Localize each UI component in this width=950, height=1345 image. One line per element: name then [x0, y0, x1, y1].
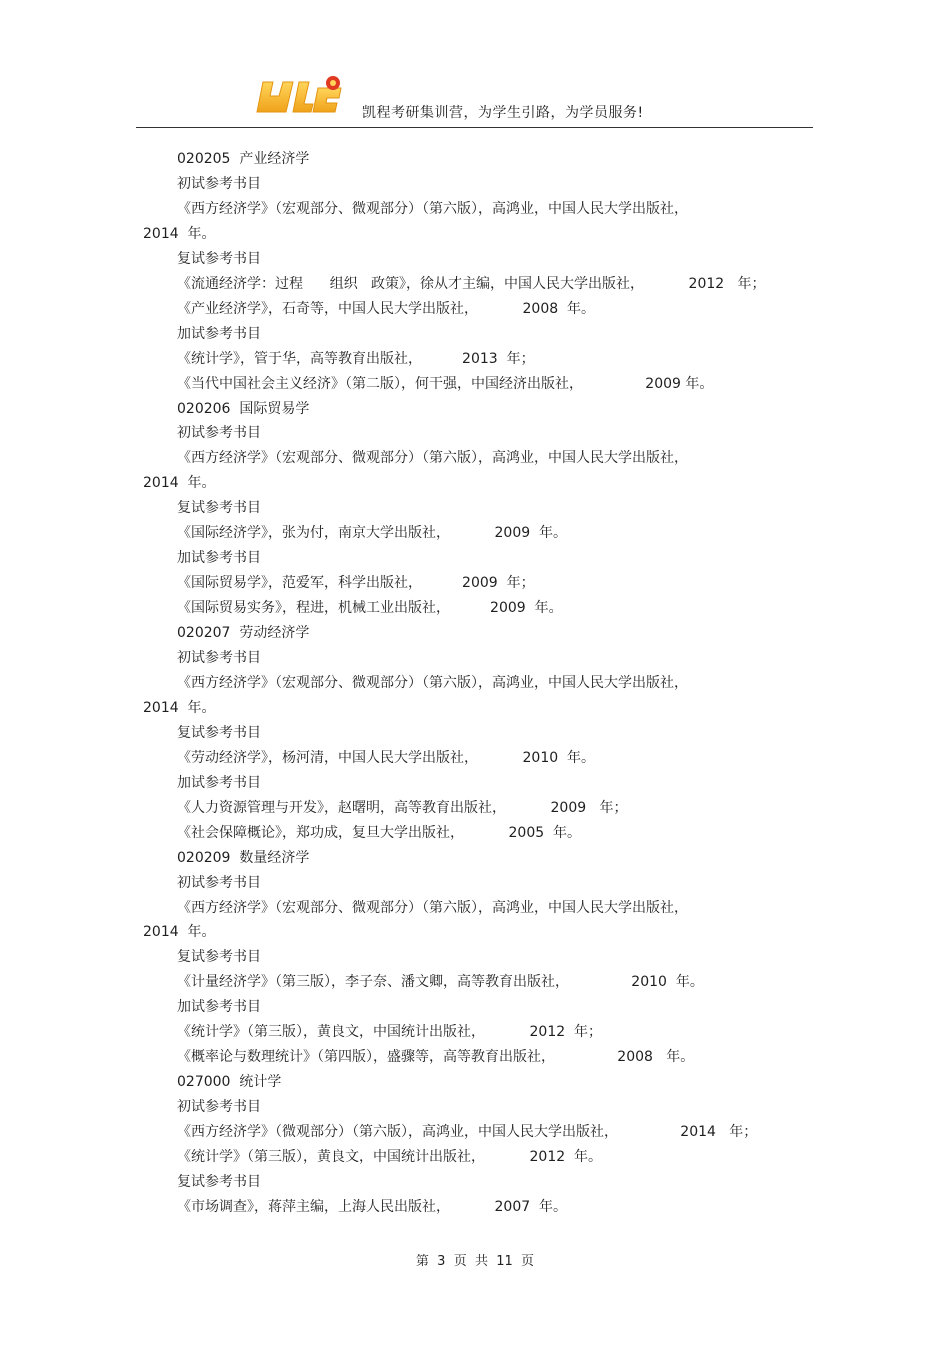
- text-line: 《人力资源管理与开发》，赵曙明，高等教育出版社， 2009 年；: [177, 799, 628, 816]
- text-line: 初试参考书目: [177, 650, 261, 666]
- text-line: 复试参考书目: [177, 1173, 261, 1190]
- text-line: 复试参考书目: [177, 500, 261, 517]
- text-line: 《统计学》（第三版），黄良文，中国统计出版社， 2012 年；: [177, 1024, 603, 1041]
- text-line: 020209 数量经济学: [177, 849, 310, 866]
- text-line: 复试参考书目: [177, 949, 261, 966]
- text-line: 初试参考书目: [177, 175, 261, 192]
- text-line: 加试参考书目: [177, 550, 261, 567]
- text-line: 2014 年。: [143, 924, 216, 941]
- page-number: 第 3 页 共 11 页: [415, 1254, 535, 1269]
- text-line: 《西方经济学》（宏观部分、微观部分）（第六版），高鸿业，中国人民大学出版社，: [177, 450, 688, 467]
- text-line: 加试参考书目: [177, 999, 261, 1016]
- text-line: 复试参考书目: [177, 250, 261, 267]
- text-line: 2014 年。: [143, 225, 216, 242]
- text-line: 初试参考书目: [177, 874, 261, 891]
- text-line: 027000 统计学: [177, 1074, 282, 1091]
- text-line: 《流通经济学：过程 组织 政策》，徐从才主编，中国人民大学出版社， 2012 年；: [177, 275, 766, 292]
- text-line: 《计量经济学》（第三版），李子奈、潘文卿，高等教育出版社， 2010 年。: [177, 974, 704, 991]
- page-header: [136, 64, 813, 128]
- text-line: 《劳动经济学》，杨河清，中国人民大学出版社， 2010 年。: [177, 749, 596, 766]
- text-line: 《社会保障概论》，郑功成，复旦大学出版社， 2005 年。: [177, 824, 582, 841]
- header-divider: [136, 127, 813, 128]
- text-line: 《西方经济学》（微观部分）（第六版），高鸿业，中国人民大学出版社， 2014 年；: [177, 1124, 758, 1141]
- text-line: 《统计学》，管于华，高等教育出版社， 2013 年；: [177, 350, 535, 367]
- text-line: 加试参考书目: [177, 325, 261, 342]
- text-line: 020205 产业经济学: [177, 151, 310, 167]
- text-line: 《国际贸易实务》，程进，机械工业出版社， 2009 年。: [177, 600, 563, 617]
- header-slogan: 凯程考研集训营，为学生引路，为学员服务!: [362, 105, 644, 121]
- text-line: 《产业经济学》，石奇等，中国人民大学出版社， 2008 年。: [177, 300, 596, 317]
- kaicheng-logo: [253, 72, 345, 120]
- text-line: 2014 年。: [143, 475, 216, 492]
- text-line: 020207 劳动经济学: [177, 625, 310, 642]
- text-line: 《西方经济学》（宏观部分、微观部分）（第六版），高鸿业，中国人民大学出版社，: [177, 674, 688, 691]
- text-line: 《概率论与数理统计》（第四版），盛骤等，高等教育出版社， 2008 年。: [177, 1049, 695, 1066]
- text-line: 复试参考书目: [177, 724, 261, 741]
- text-line: 《当代中国社会主义经济》（第二版），何干强，中国经济出版社， 2009 年。: [177, 375, 714, 392]
- text-line: 加试参考书目: [177, 774, 261, 791]
- text-line: 《西方经济学》（宏观部分、微观部分）（第六版），高鸿业，中国人民大学出版社，: [177, 899, 688, 916]
- text-line: 2014 年。: [143, 699, 216, 716]
- text-line: 《国际经济学》，张为付，南京大学出版社， 2009 年。: [177, 525, 568, 542]
- text-line: 初试参考书目: [177, 1099, 261, 1116]
- text-line: 《市场调查》，蒋萍主编，上海人民出版社， 2007 年。: [177, 1198, 568, 1215]
- text-line: 《统计学》（第三版），黄良文，中国统计出版社， 2012 年。: [177, 1149, 603, 1165]
- text-line: 020206 国际贸易学: [177, 400, 310, 417]
- text-line: 初试参考书目: [177, 425, 261, 442]
- text-line: 《西方经济学》（宏观部分、微观部分）（第六版），高鸿业，中国人民大学出版社，: [177, 200, 688, 217]
- text-line: 《国际贸易学》，范爱军，科学出版社， 2009 年；: [177, 575, 535, 592]
